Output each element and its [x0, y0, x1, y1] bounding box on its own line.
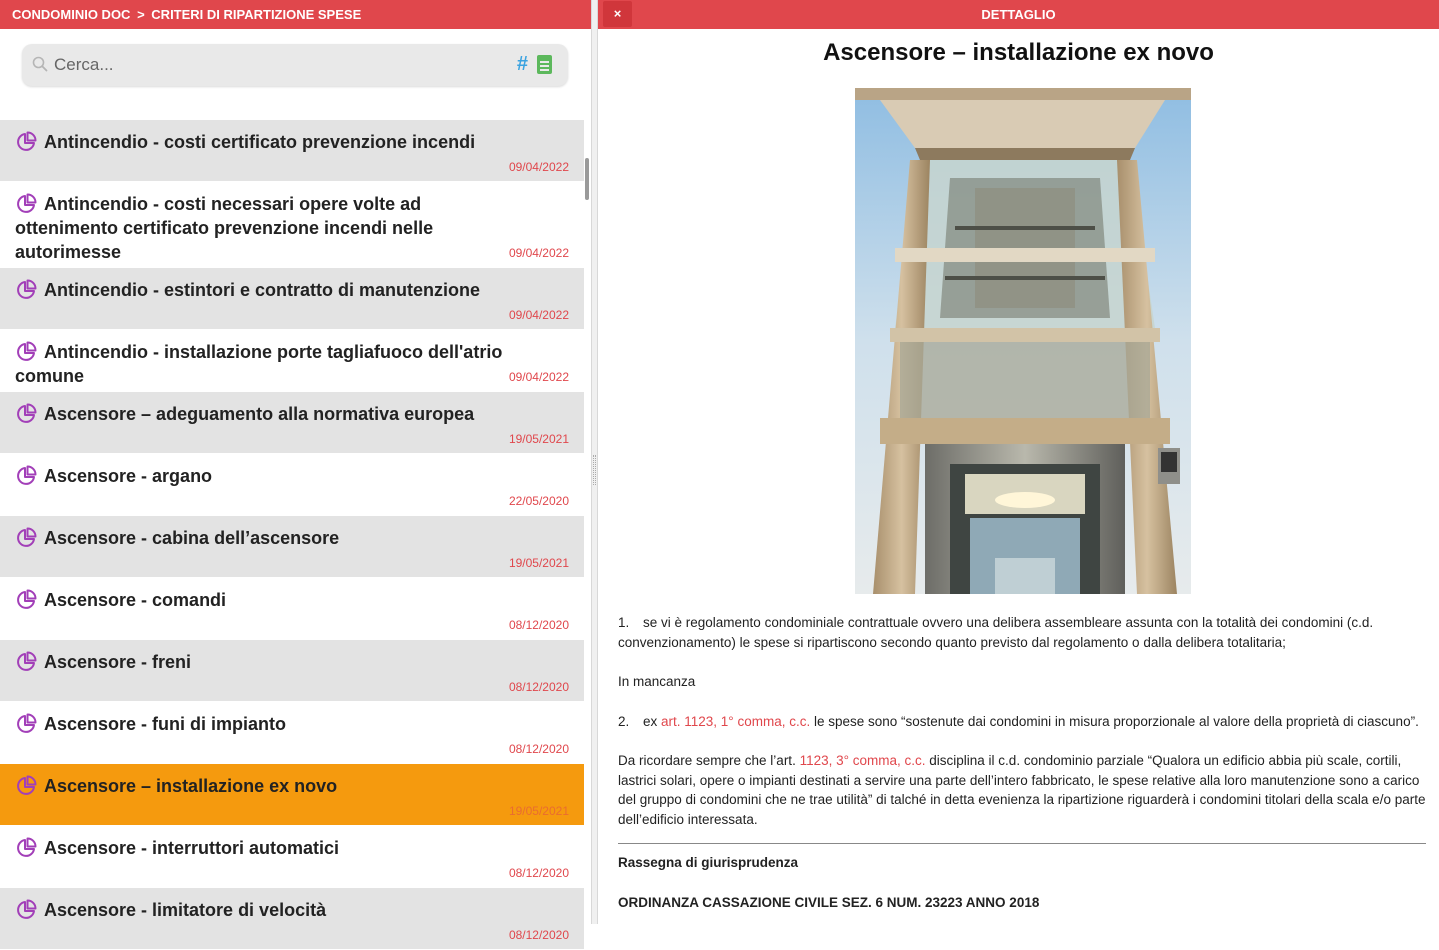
pie-chart-icon [15, 589, 37, 611]
list-item-title: Ascensore - freni [44, 652, 192, 672]
list-item-date: 08/12/2020 [508, 866, 569, 880]
pie-chart-icon [15, 279, 37, 301]
breadcrumb-separator: > [137, 7, 145, 22]
divider [618, 843, 1426, 844]
list-item-date: 19/05/2021 [508, 432, 569, 446]
list-item-date: 09/04/2022 [508, 370, 569, 384]
pie-chart-icon [15, 193, 37, 215]
pie-chart-icon [15, 403, 37, 425]
pie-chart-icon [15, 131, 37, 153]
splitter-grip[interactable] [593, 455, 596, 485]
list-item-title: Ascensore – adeguamento alla normativa europea [44, 404, 475, 424]
list-item-date: 08/12/2020 [508, 618, 569, 632]
list-item-title: Antincendio - estintori e contratto di manutenzione [44, 280, 481, 300]
list-item[interactable] [0, 454, 584, 516]
pie-chart-icon [15, 651, 37, 673]
detail-header [598, 0, 1439, 29]
list-item-date: 09/04/2022 [508, 308, 569, 322]
search-bar [22, 44, 568, 86]
list-item-title: Ascensore - cabina dell’ascensore [44, 528, 340, 548]
scrollbar[interactable] [585, 158, 589, 200]
pie-chart-icon [15, 527, 37, 549]
search-icon [32, 56, 48, 72]
pie-chart-icon [15, 837, 37, 859]
hash-icon[interactable]: # [516, 53, 528, 75]
list-item-date: 09/04/2022 [508, 160, 569, 174]
breadcrumb-root[interactable]: CONDOMINIO DOC [12, 7, 131, 22]
paragraph-3-post: le spese sono “sostenute dai condomini in misura proporzionale al valore della proprietà di ciascuno”. [810, 713, 1419, 729]
search-input[interactable] [54, 44, 494, 86]
list-item-title: Ascensore - argano [44, 466, 213, 486]
section-title: Rassegna di giurisprudenza [618, 855, 799, 870]
list-number-2: 2. [618, 713, 630, 729]
pie-chart-icon [15, 465, 37, 487]
list-item-title: Antincendio - installazione porte tagliafuoco dell'atrio comune [15, 342, 503, 386]
list-item[interactable] [0, 826, 584, 888]
list-item-title: Antincendio - costi certificato prevenzione incendi [44, 132, 476, 152]
pie-chart-icon [15, 713, 37, 735]
list-item[interactable] [0, 578, 584, 640]
paragraph-4-post: disciplina il c.d. condominio parziale “Qualora un edificio abbia più scale, cortili, lastrici solari, opere o impianti destinati a servire una parte dell’intero fabbricato, le spese relative alla loro manutenzione sono a carico del gruppo di condomini che ne trae utilità” di talché in detta evenienza la ripartizione riguarderà i condomini titolari della scala e/o parte dell’edificio interessata. [618, 753, 1426, 827]
list-item-date: 08/12/2020 [508, 928, 569, 942]
topic-list [0, 120, 584, 950]
list-icon[interactable] [537, 55, 552, 74]
paragraph-4 [618, 751, 1426, 829]
list-item-title: Ascensore – installazione ex novo [44, 776, 338, 796]
list-item[interactable] [0, 392, 584, 454]
paragraph-3-pre: ex [643, 713, 662, 729]
paragraph-3 [618, 712, 1426, 732]
list-item-title: Ascensore - limitatore di velocità [44, 900, 327, 920]
pane-splitter[interactable] [591, 0, 598, 924]
article-1123-comma3-link[interactable]: 1123, 3° comma, c.c. [799, 753, 926, 768]
list-item-title: Antincendio - costi necessari opere volte ad ottenimento certificato prevenzione incendi nelle autorimesse [15, 194, 434, 262]
breadcrumb [0, 0, 591, 29]
list-item-selected[interactable] [0, 764, 584, 826]
list-item-date: 09/04/2022 [508, 246, 569, 260]
list-item[interactable] [0, 888, 584, 950]
list-item[interactable] [0, 640, 584, 702]
pie-chart-icon [15, 899, 37, 921]
list-item-title: Ascensore - interruttori automatici [44, 838, 340, 858]
list-item[interactable] [0, 182, 584, 268]
paragraph-4-pre: Da ricordare sempre che l’art. [618, 753, 800, 768]
list-item-title: Ascensore - funi di impianto [44, 714, 287, 734]
paragraph-2: In mancanza [618, 674, 696, 689]
list-item[interactable] [0, 268, 584, 330]
list-item-date: 08/12/2020 [508, 680, 569, 694]
detail-title: Ascensore – installazione ex novo [823, 39, 1214, 66]
list-item-date: 08/12/2020 [508, 742, 569, 756]
list-item[interactable] [0, 120, 584, 182]
pie-chart-icon [15, 775, 37, 797]
list-item[interactable] [0, 702, 584, 764]
list-number-1: 1. [618, 615, 630, 630]
list-item-date: 19/05/2021 [508, 556, 569, 570]
list-pane [0, 0, 591, 942]
list-item-date: 22/05/2020 [508, 494, 569, 508]
list-item-title: Ascensore - comandi [44, 590, 227, 610]
detail-content [618, 613, 1426, 932]
breadcrumb-current: CRITERI DI RIPARTIZIONE SPESE [151, 7, 362, 22]
list-item[interactable] [0, 330, 584, 392]
article-1123-link[interactable]: art. 1123, 1° comma, c.c. [661, 713, 811, 729]
list-item-date: 19/05/2021 [508, 804, 569, 818]
paragraph-1 [618, 613, 1426, 652]
pie-chart-icon [15, 341, 37, 363]
list-item[interactable] [0, 516, 584, 578]
ordinance-title: ORDINANZA CASSAZIONE CIVILE SEZ. 6 NUM. 23223 ANNO 2018 [618, 894, 1040, 910]
detail-header-title: DETTAGLIO [981, 7, 1056, 22]
detail-pane [598, 0, 1439, 924]
close-button[interactable]: × [603, 1, 632, 27]
paragraph-1-text: se vi è regolamento condominiale contrattuale ovvero una delibera assembleare assunta con la totalità dei condomini (c.d. convenzionamento) le spese si ripartiscono secondo quanto previsto dal regolamento o dalla delibera totalitaria; [618, 615, 1374, 650]
elevator-photo [855, 88, 1191, 594]
